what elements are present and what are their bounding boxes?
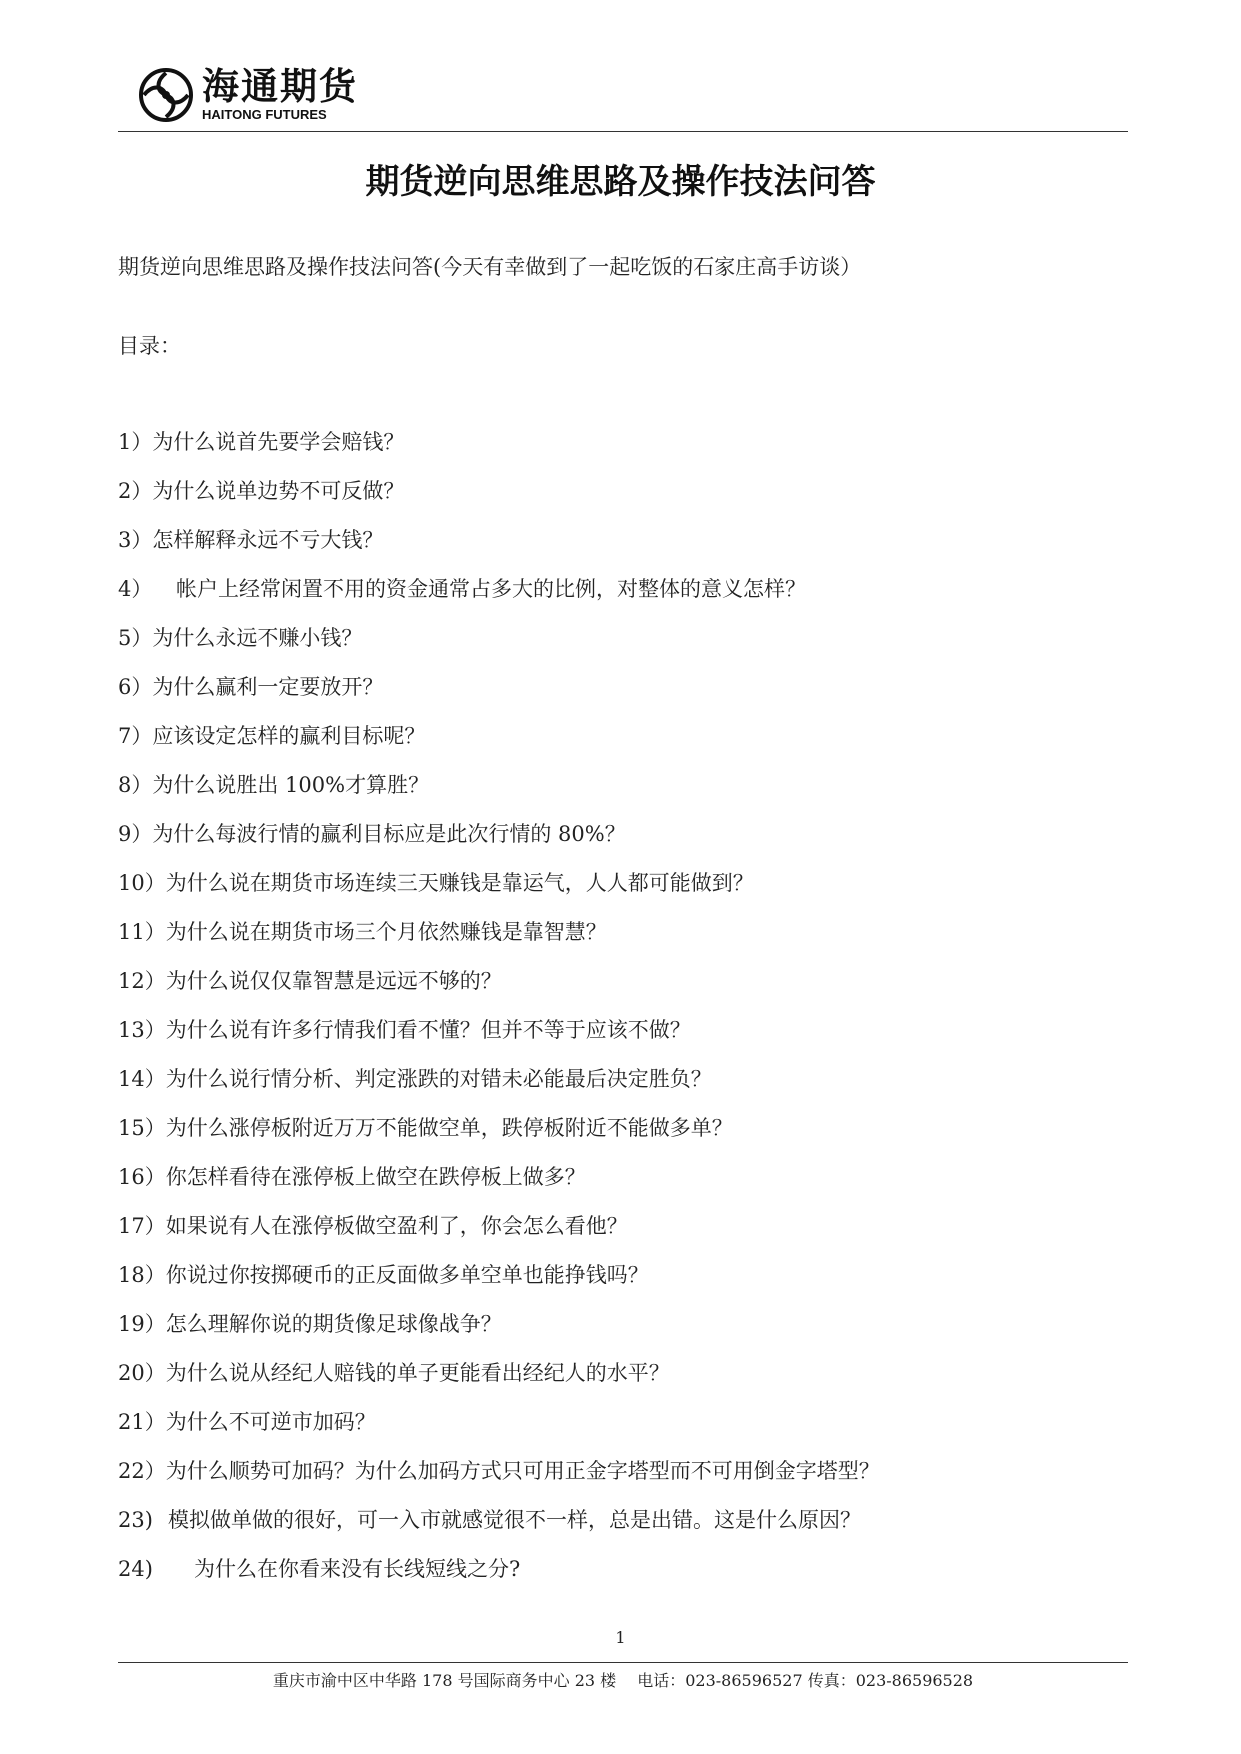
toc-item-number: 14） <box>118 1067 166 1091</box>
toc-item <box>118 476 880 525</box>
haitong-logo-icon <box>138 67 194 123</box>
toc-item-text: 为什么每波行情的赢利目标应是此次行情的 80%？ <box>152 822 626 846</box>
page-number: 1 <box>615 1628 626 1647</box>
toc-item-text: 你说过你按掷硬币的正反面做多单空单也能挣钱吗？ <box>165 1263 649 1287</box>
toc-item-number: 3） <box>118 528 153 552</box>
toc-item-number: 23) <box>118 1508 153 1532</box>
toc-item <box>118 427 880 476</box>
toc-item-number: 6） <box>118 675 153 699</box>
toc-item-number: 24) <box>118 1557 153 1581</box>
toc-item-text: 如果说有人在涨停板做空盈利了，你会怎么看他？ <box>165 1214 628 1238</box>
logo-english-name: HAITONG FUTURES <box>202 107 327 122</box>
toc-item <box>118 1260 880 1309</box>
toc-item-text: 你怎样看待在涨停板上做空在跌停板上做多？ <box>165 1165 586 1189</box>
toc-item-text: 为什么在你看来没有长线短线之分? <box>194 1557 521 1581</box>
toc-item <box>118 721 880 770</box>
toc-item-number: 15） <box>118 1116 166 1140</box>
toc-item <box>118 1162 880 1211</box>
toc-item <box>118 1407 880 1456</box>
toc-item-text: 怎样解释永远不亏大钱？ <box>152 528 384 552</box>
toc-item-text: 为什么永远不赚小钱？ <box>152 626 363 650</box>
company-logo <box>138 59 398 125</box>
toc-item <box>118 1113 880 1162</box>
toc-item-text: 怎么理解你说的期货像足球像战争？ <box>165 1312 502 1336</box>
toc-item <box>118 1309 880 1358</box>
toc-item <box>118 966 880 1015</box>
toc-item-text: 模拟做单做的很好，可一入市就感觉很不一样，总是出错。这是什么原因？ <box>168 1508 861 1532</box>
toc-item-text: 应该设定怎样的赢利目标呢？ <box>152 724 426 748</box>
toc-item-number: 10） <box>118 871 166 895</box>
table-of-contents <box>118 427 880 1603</box>
toc-item-number: 21） <box>118 1410 166 1434</box>
toc-item-text: 为什么赢利一定要放开？ <box>152 675 384 699</box>
toc-item-text: 为什么涨停板附近万万不能做空单，跌停板附近不能做多单？ <box>165 1116 733 1140</box>
page-header <box>118 55 1128 132</box>
toc-item <box>118 1456 880 1505</box>
toc-item-number: 19） <box>118 1312 166 1336</box>
toc-heading: 目录： <box>118 334 181 358</box>
toc-item-text: 为什么不可逆市加码？ <box>165 1410 376 1434</box>
toc-item-number: 13） <box>118 1018 166 1042</box>
toc-item <box>118 819 880 868</box>
toc-item-number: 9） <box>118 822 153 846</box>
toc-item-number: 1） <box>118 430 153 454</box>
toc-item <box>118 1211 880 1260</box>
toc-item-number: 4） <box>118 577 153 601</box>
toc-item <box>118 770 880 819</box>
document-title: 期货逆向思维思路及操作技法问答 <box>365 162 876 202</box>
toc-item-number: 12） <box>118 969 166 993</box>
toc-item-text: 为什么说在期货市场连续三天赚钱是靠运气，人人都可能做到？ <box>165 871 754 895</box>
logo-chinese-name: 海通期货 <box>202 65 358 108</box>
intro-paragraph: 期货逆向思维思路及操作技法问答(今天有幸做到了一起吃饭的石家庄高手访谈） <box>118 255 862 279</box>
toc-item-text: 帐户上经常闲置不用的资金通常占多大的比例，对整体的意义怎样？ <box>176 577 806 601</box>
toc-item-number: 7） <box>118 724 153 748</box>
toc-item <box>118 1554 880 1603</box>
toc-item-text: 为什么说从经纪人赔钱的单子更能看出经纪人的水平？ <box>165 1361 670 1385</box>
toc-item-number: 18） <box>118 1263 166 1287</box>
toc-item-text: 为什么说有许多行情我们看不懂？但并不等于应该不做？ <box>165 1018 691 1042</box>
toc-item-number: 5） <box>118 626 153 650</box>
toc-item <box>118 574 880 623</box>
toc-item-number: 20） <box>118 1361 166 1385</box>
toc-item-number: 2） <box>118 479 153 503</box>
toc-item-text: 为什么说行情分析、判定涨跌的对错未必能最后决定胜负？ <box>165 1067 712 1091</box>
toc-item-number: 22） <box>118 1459 166 1483</box>
toc-item-text: 为什么说胜出 100%才算胜？ <box>152 773 430 797</box>
toc-item-text: 为什么说在期货市场三个月依然赚钱是靠智慧？ <box>165 920 607 944</box>
toc-item-text: 为什么说单边势不可反做？ <box>152 479 405 503</box>
page-footer: 重庆市渝中区中华路 178 号国际商务中心 23 楼 电话：023-86596527 传真：023-86596528 <box>118 1662 1128 1691</box>
toc-item-text: 为什么说仅仅靠智慧是远远不够的？ <box>165 969 502 993</box>
toc-item <box>118 1505 880 1554</box>
toc-item <box>118 1015 880 1064</box>
toc-item-text: 为什么说首先要学会赔钱？ <box>152 430 405 454</box>
toc-item-number: 8） <box>118 773 153 797</box>
toc-item <box>118 1064 880 1113</box>
toc-item-text: 为什么顺势可加码？为什么加码方式只可用正金字塔型而不可用倒金字塔型？ <box>165 1459 880 1483</box>
toc-item <box>118 525 880 574</box>
toc-item-number: 16） <box>118 1165 166 1189</box>
toc-item <box>118 917 880 966</box>
toc-item-number: 11） <box>118 920 166 944</box>
toc-item-number: 17） <box>118 1214 166 1238</box>
toc-item <box>118 868 880 917</box>
toc-item <box>118 1358 880 1407</box>
toc-item <box>118 672 880 721</box>
toc-item <box>118 623 880 672</box>
